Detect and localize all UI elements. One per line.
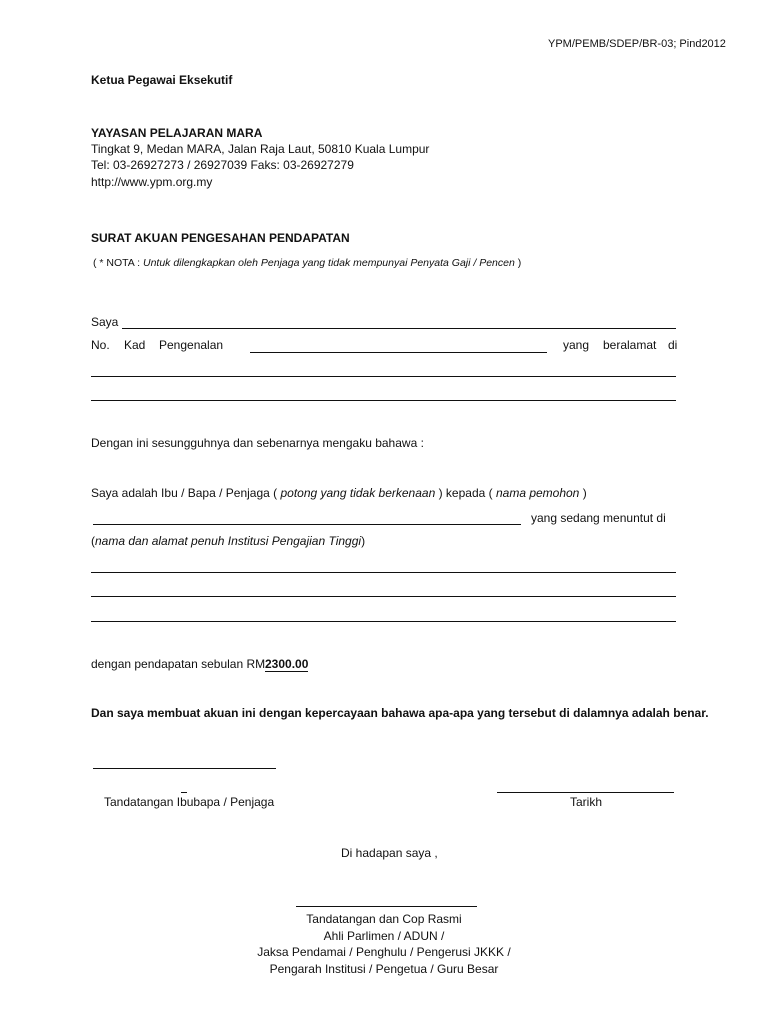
document-reference: YPM/PEMB/SDEP/BR-03; Pind2012 [548, 38, 726, 50]
organisation-name: YAYASAN PELAJARAN MARA [91, 126, 263, 140]
institution-note [91, 534, 365, 548]
institution-field-line-3[interactable] [91, 621, 676, 622]
form-note [93, 256, 521, 270]
ic-label-no: No. [91, 338, 110, 352]
affirmation-statement: Dan saya membuat akuan ini dengan kepercayaan bahawa apa-apa yang tersebut di dalamnya adalah benar. [91, 706, 709, 720]
income-label: dengan pendapatan sebulan RM [91, 657, 266, 671]
date-line[interactable] [497, 792, 674, 793]
note-open: ( * NOTA : [93, 257, 143, 269]
address-field-line-1[interactable] [91, 376, 676, 377]
institution-open: ( [91, 534, 95, 548]
witness-intro: Di hadapan saya , [341, 846, 438, 860]
official-signature-line[interactable] [296, 906, 477, 907]
applicant-placeholder: nama pemohon [495, 486, 580, 500]
ic-label-di: di [668, 338, 678, 352]
strike-note: potong yang tidak berkenaan [280, 486, 436, 500]
institution-close: ) [361, 534, 366, 548]
signature-mark [181, 792, 187, 793]
declaration-intro: Dengan ini sesungguhnya dan sebenarnya mengaku bahawa : [91, 436, 424, 450]
parent-relationship-line [91, 486, 587, 500]
ic-label-pengenalan: Pengenalan [159, 338, 224, 352]
recipient-title: Ketua Pegawai Eksekutif [91, 73, 233, 87]
note-body: Untuk dilengkapkan oleh Penjaga yang tidak mempunyai Penyata Gaji / Pencen [142, 257, 515, 269]
parent-middle: ) kepada ( [435, 486, 496, 500]
applicant-name-field-line[interactable] [93, 524, 521, 525]
parent-signature-line[interactable] [93, 768, 276, 769]
parent-signature-label: Tandatangan Ibubapa / Penjaga [104, 795, 275, 809]
official-label-3: Jaksa Pendamai / Penghulu / Pengerusi JKKK / [257, 945, 511, 959]
official-label-2: Ahli Parlimen / ADUN / [323, 929, 445, 943]
ic-number-field-line[interactable] [250, 352, 547, 353]
saya-label: Saya [91, 315, 119, 329]
studying-at-label: yang sedang menuntut di [531, 511, 666, 525]
note-close: ) [514, 257, 522, 269]
parent-suffix: ) [579, 486, 587, 500]
organisation-url: http://www.ypm.org.my [91, 175, 213, 189]
organisation-phone: Tel: 03-26927273 / 26927039 Faks: 03-26927279 [91, 158, 354, 172]
parent-prefix: Saya adalah Ibu / Bapa / Penjaga ( [91, 486, 281, 500]
official-label-1: Tandatangan dan Cop Rasmi [306, 912, 462, 926]
institution-field-line-2[interactable] [91, 596, 676, 597]
date-label: Tarikh [570, 795, 603, 809]
form-title: SURAT AKUAN PENGESAHAN PENDAPATAN [91, 231, 350, 245]
institution-body: nama dan alamat penuh Institusi Pengajian Tinggi [95, 534, 362, 548]
address-field-line-2[interactable] [91, 400, 676, 401]
name-field-line[interactable] [122, 328, 676, 329]
ic-label-beralamat: beralamat [603, 338, 657, 352]
official-label-4: Pengarah Institusi / Pengetua / Guru Besar [269, 962, 499, 976]
organisation-address: Tingkat 9, Medan MARA, Jalan Raja Laut, 50810 Kuala Lumpur [91, 142, 430, 156]
income-amount[interactable]: 2300.00 [265, 657, 309, 671]
ic-label-yang: yang [563, 338, 590, 352]
institution-field-line-1[interactable] [91, 572, 676, 573]
ic-label-kad: Kad [124, 338, 146, 352]
